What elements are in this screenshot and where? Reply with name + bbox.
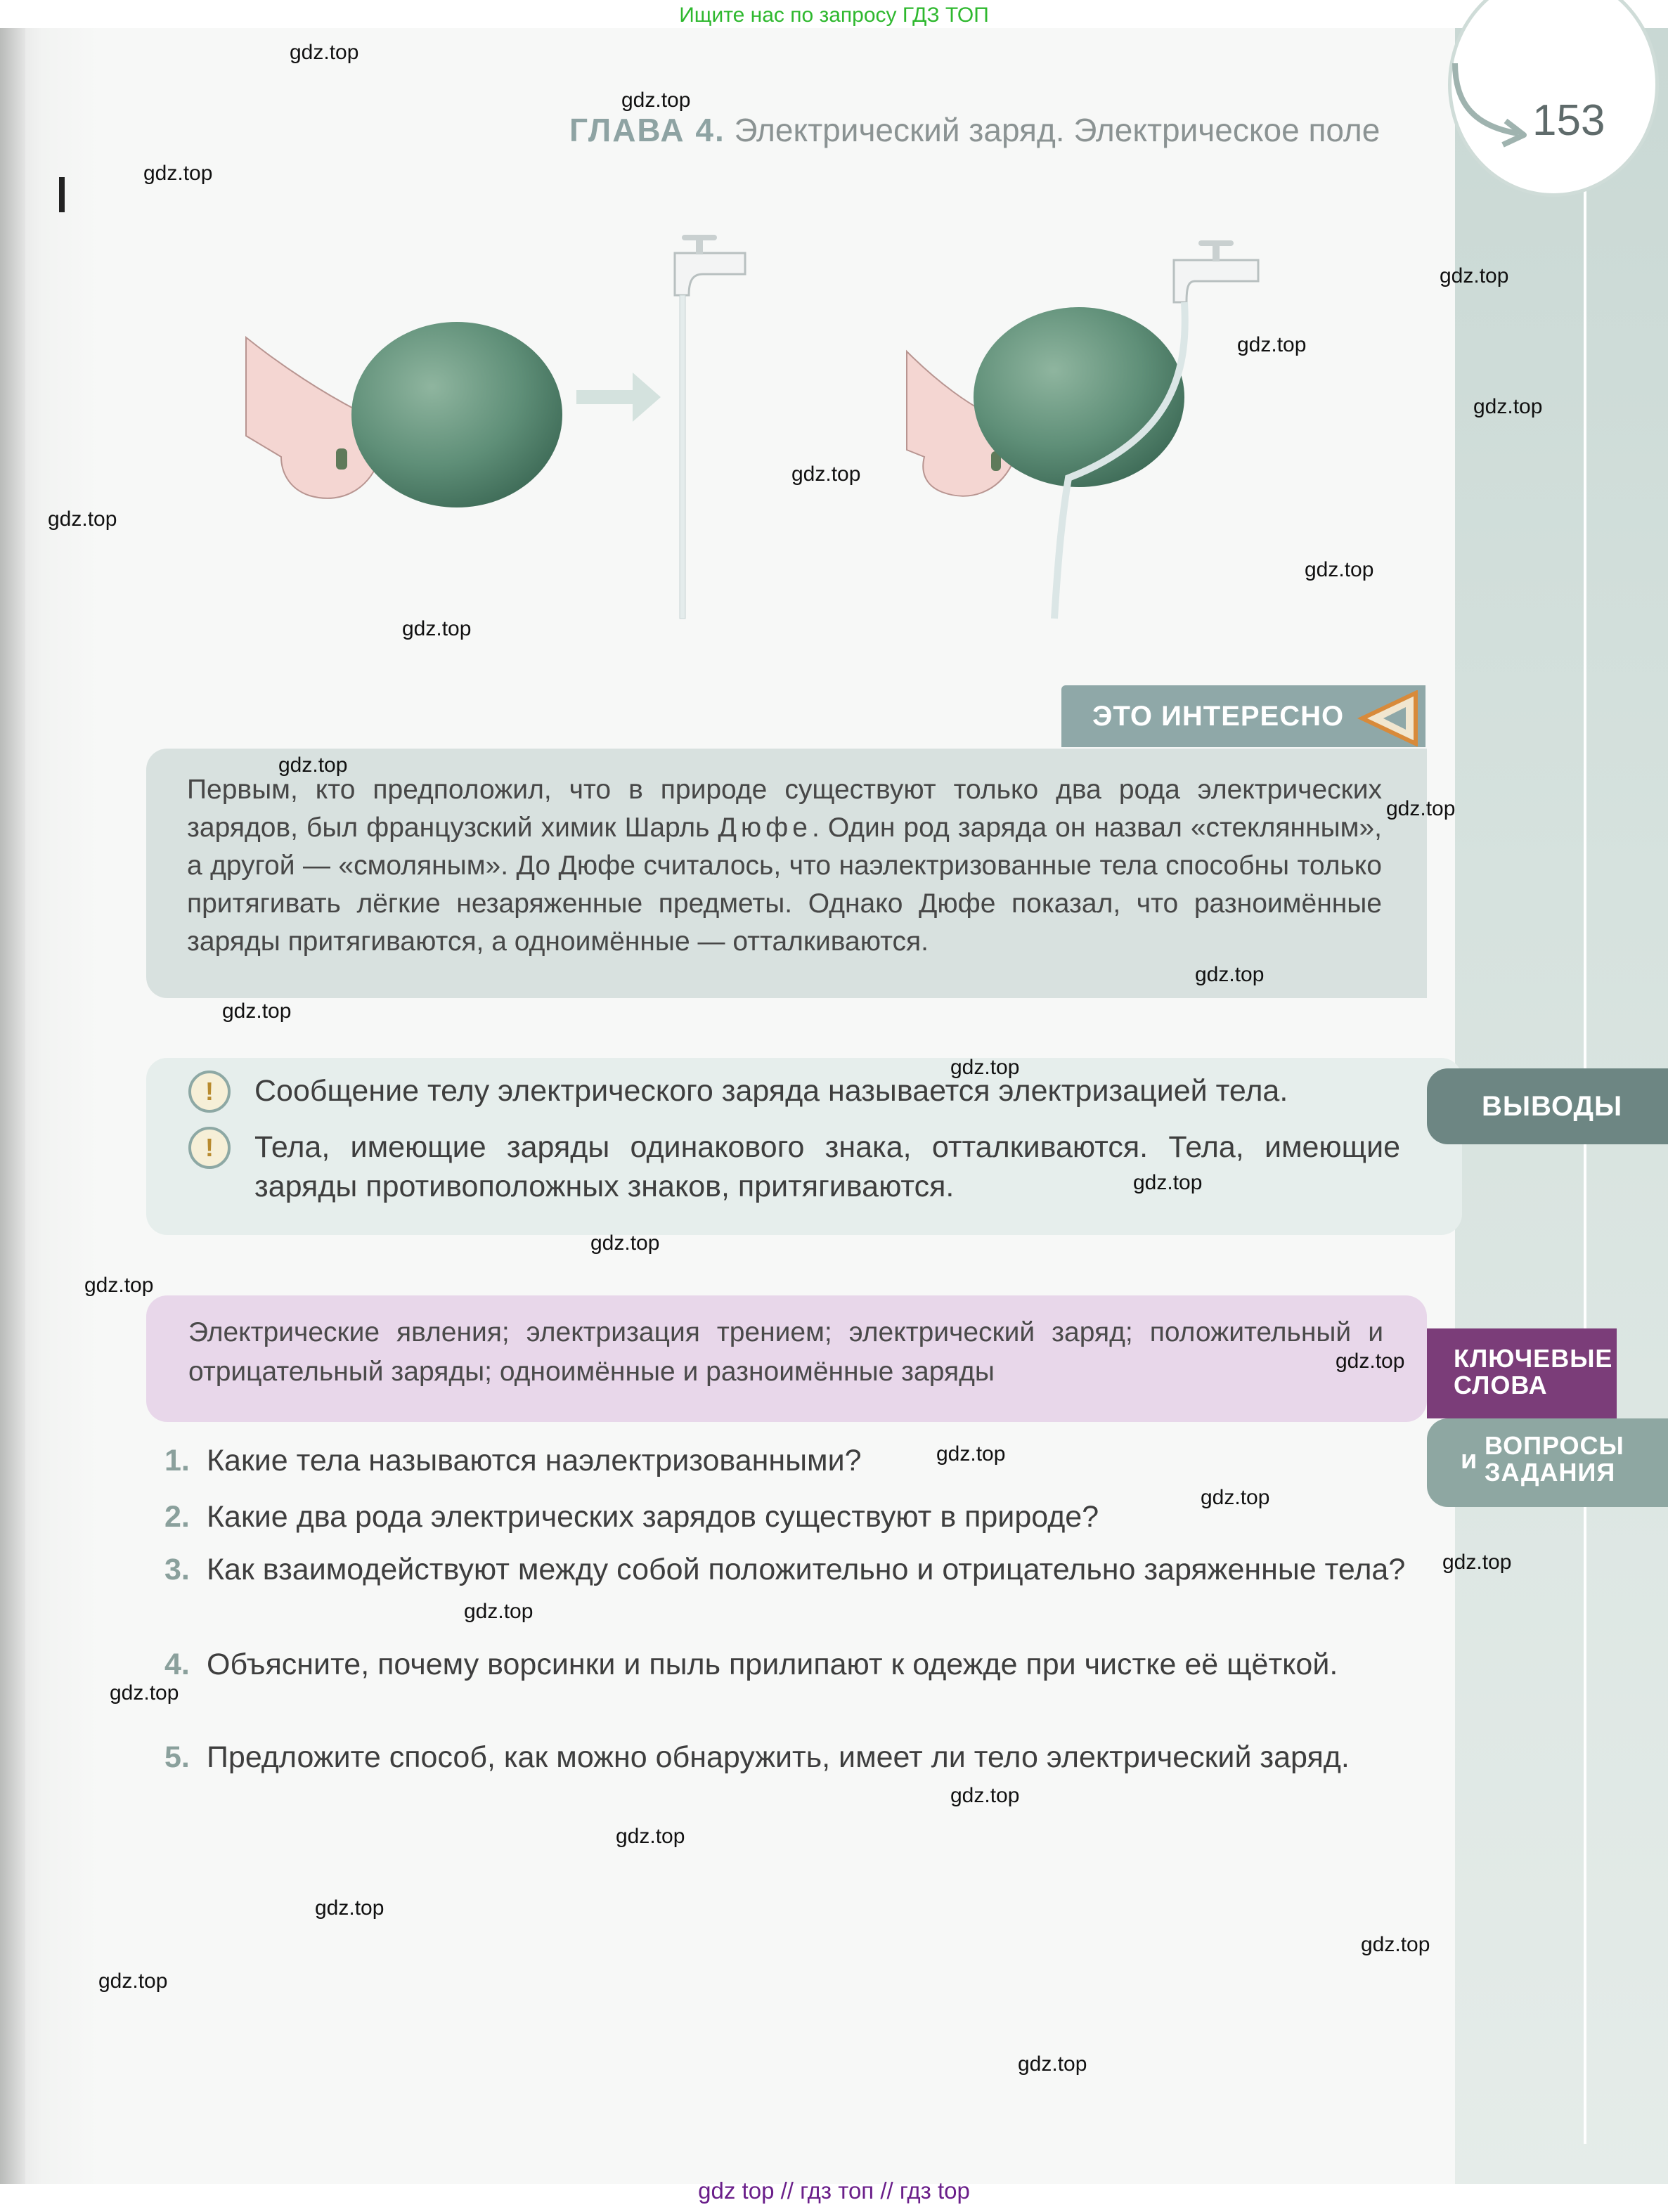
questions-label-line1: ВОПРОСЫ (1485, 1431, 1624, 1460)
chapter-label: ГЛАВА 4. (569, 112, 725, 148)
conclusions-label: ВЫВОДЫ (1427, 1068, 1668, 1144)
watermark: gdz.top (402, 617, 472, 640)
watermark: gdz.top (590, 1231, 660, 1255)
watermark: gdz.top (1237, 333, 1307, 356)
watermark: gdz.top (278, 753, 348, 777)
watermark: gdz.top (98, 1970, 168, 1993)
watermark: gdz.top (1386, 797, 1456, 820)
watermark: gdz.top (1442, 1551, 1512, 1574)
balloon-water-illustration (239, 225, 1293, 647)
faucet-left (675, 235, 745, 295)
watermark: gdz.top (616, 1825, 685, 1848)
arrow-right-icon (576, 373, 661, 422)
watermark: gdz.top (1195, 963, 1265, 986)
watermark: gdz.top (290, 41, 359, 64)
watermark: gdz.top (791, 463, 861, 486)
watermark: gdz.top (1305, 558, 1374, 581)
exclamation-icon: ! (188, 1127, 231, 1169)
watermark: gdz.top (936, 1442, 1006, 1466)
water-stream-straight (680, 295, 685, 619)
interesting-label: ЭТО ИНТЕРЕСНО (1061, 685, 1425, 747)
keywords-label-line2: СЛОВА (1454, 1371, 1548, 1399)
question-text: Какие два рода электрических зарядов существуют в природе? (207, 1500, 1099, 1534)
book-spine-shadow (0, 28, 25, 2184)
question-number: 1. (164, 1444, 190, 1477)
question-number: 3. (164, 1553, 190, 1586)
faucet-right (1174, 240, 1258, 302)
footer-links[interactable]: gdz top // гдз топ // гдз top (698, 2178, 970, 2204)
watermark: gdz.top (621, 89, 691, 112)
question-item (164, 1550, 1430, 1589)
scientist-name: Дюфе (718, 813, 812, 843)
question-text: Как взаимодействуют между собой положительно и отрицательно заряженные тела? (207, 1553, 1406, 1586)
curved-arrow-icon (1441, 56, 1539, 155)
watermark: gdz.top (222, 1000, 292, 1023)
question-text: Предложите способ, как можно обнаружить, имеет ли тело электрический заряд. (207, 1740, 1350, 1774)
chapter-title (569, 111, 1380, 149)
question-item (164, 1645, 1430, 1684)
conclusion-2: Тела, имеющие заряды одинакового знака, отталкиваются. Тела, имеющие заряды противоположных знаков, притягиваются. (254, 1130, 1400, 1203)
watermark: gdz.top (1440, 264, 1509, 287)
question-text: Какие тела называются наэлектризованными? (207, 1444, 862, 1477)
watermark: gdz.top (1473, 395, 1543, 418)
question-number: 2. (164, 1500, 190, 1534)
watermark: gdz.top (1018, 2052, 1087, 2076)
watermark: gdz.top (1133, 1171, 1203, 1194)
watermark: gdz.top (84, 1274, 154, 1297)
question-number: 4. (164, 1648, 190, 1681)
page-number: 153 (1532, 96, 1605, 145)
spine-mark (59, 177, 65, 212)
question-item (164, 1738, 1430, 1777)
question-text: Объясните, почему ворсинки и пыль прилипают к одежде при чистке её щёткой. (207, 1648, 1338, 1681)
balloon-right (974, 307, 1184, 487)
interesting-text-before: Первым, кто предположил, что в природе существуют только два рода электрических зарядов, был французский химик Шарль (187, 775, 1382, 843)
questions-label (1427, 1418, 1668, 1507)
interesting-text-after: . Один род заряда он назвал «стеклянным», а другой — «смоляным». До Дюфе считалось, что наэлектризованные тела способны только притягивать лёгкие незаряженные предметы. Однако Дюфе показал, что разноимённые заряды притягиваются, а одноимённые — отталкиваются. (187, 813, 1382, 957)
watermark: gdz.top (1361, 1933, 1430, 1956)
question-item (164, 1441, 1430, 1480)
watermark: gdz.top (1336, 1350, 1405, 1373)
watermark: gdz.top (143, 162, 213, 185)
questions-label-line2: ЗАДАНИЯ (1485, 1458, 1616, 1487)
top-banner[interactable]: Ищите нас по запросу ГДЗ ТОП (0, 0, 1668, 31)
conclusion-1: Сообщение телу электрического заряда называется электризацией тела. (254, 1074, 1288, 1108)
questions-label-words (1485, 1432, 1624, 1486)
chapter-name: Электрический заряд. Электрическое поле (734, 112, 1381, 148)
question-number: 5. (164, 1740, 190, 1774)
watermark: gdz.top (950, 1784, 1020, 1807)
balloon-left (351, 322, 562, 507)
exclamation-icon: ! (188, 1071, 231, 1113)
keywords-label (1427, 1328, 1617, 1418)
watermark: gdz.top (110, 1681, 179, 1705)
questions-label-and: и (1461, 1445, 1478, 1475)
interesting-text (187, 771, 1382, 961)
watermark: gdz.top (464, 1600, 534, 1623)
watermark: gdz.top (1201, 1486, 1270, 1509)
watermark: gdz.top (950, 1056, 1020, 1079)
keywords-label-line1: КЛЮЧЕВЫЕ (1454, 1344, 1613, 1373)
triangle-icon (1355, 690, 1420, 746)
watermark: gdz.top (315, 1896, 384, 1920)
keywords-text: Электрические явления; электризация трением; электрический заряд; положительный и отрицательный заряды; одноимённые и разноимённые заряды (188, 1317, 1383, 1387)
watermark: gdz.top (48, 507, 117, 531)
